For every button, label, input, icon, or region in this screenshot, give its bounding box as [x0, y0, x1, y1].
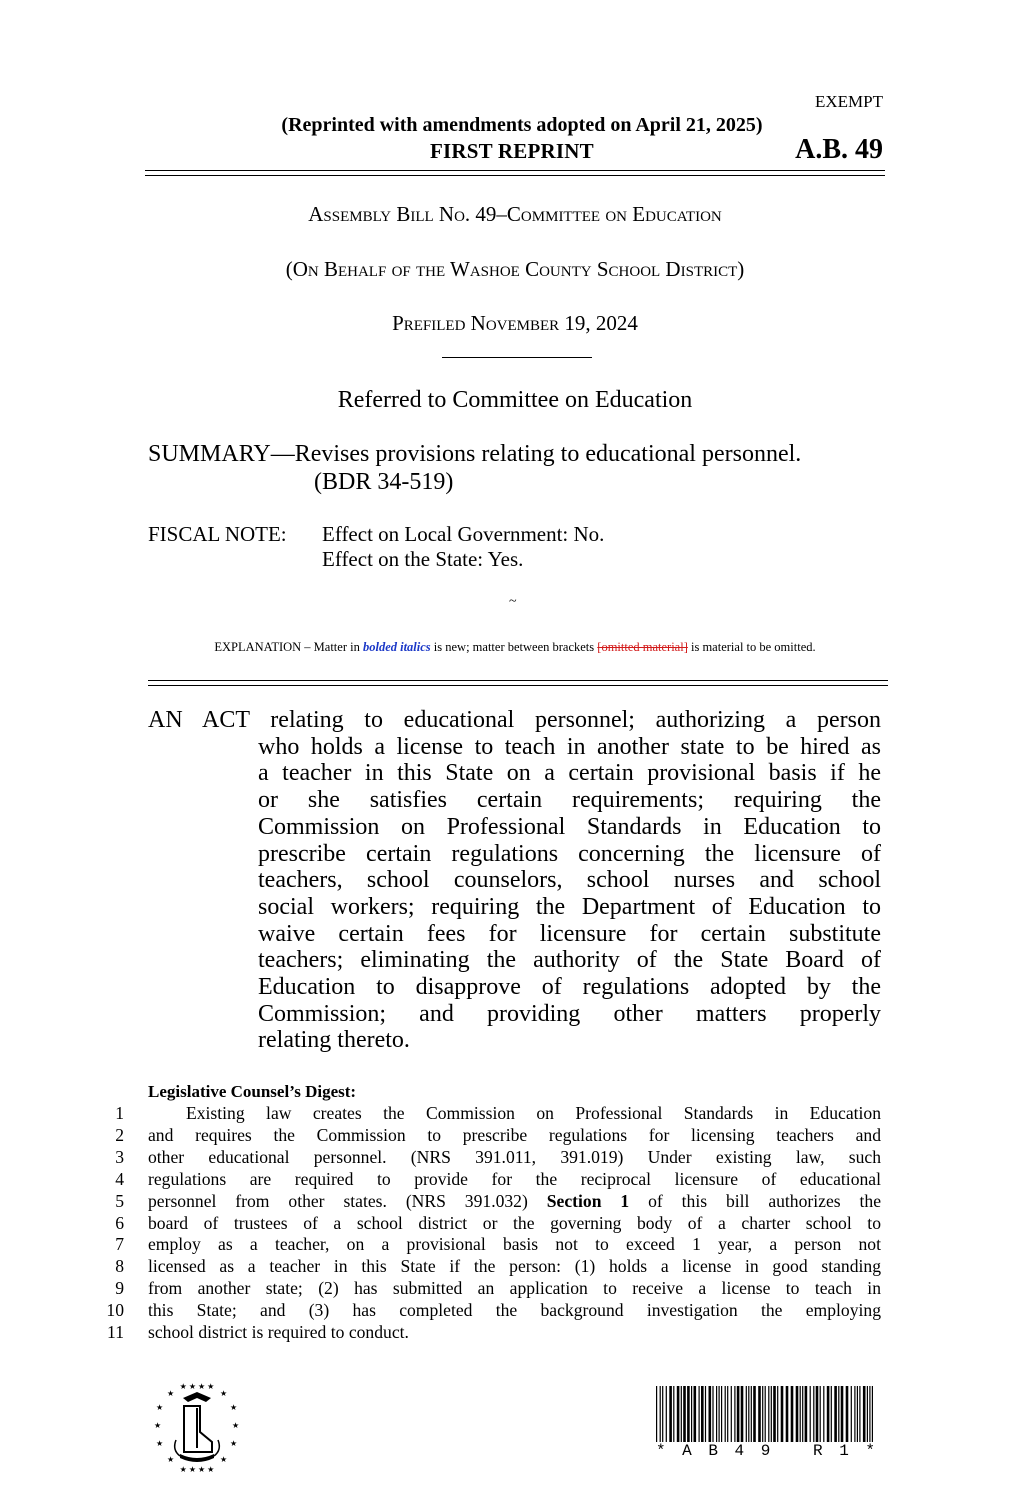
barcode-char: R: [813, 1442, 826, 1460]
explanation-suffix: is material to be omitted.: [687, 640, 816, 654]
explanation-divider: [148, 680, 888, 686]
svg-text:★: ★: [230, 1403, 238, 1412]
fiscal-note: [148, 522, 908, 572]
digest-line: school district is required to conduct.: [148, 1322, 409, 1342]
digest-text: personnel from other states. (NRS 391.032): [148, 1190, 547, 1211]
svg-text:★: ★: [232, 1421, 240, 1430]
barcode-char: *: [656, 1442, 669, 1460]
digest-line: [148, 1191, 881, 1212]
prefiled-date: Prefiled November 19, 2024: [392, 311, 638, 335]
digest-line: from another state; (2) has submitted an application to receive a license to teach in: [148, 1278, 881, 1299]
digest-line: other educational personnel. (NRS 391.011, 391.019) Under existing law, such: [148, 1146, 881, 1167]
act-line: relating thereto.: [258, 1027, 410, 1054]
digest-line: board of trustees of a school district or the governing body of a charter school to: [148, 1212, 881, 1233]
digest-title: Legislative Counsel’s Digest:: [148, 1082, 357, 1101]
digest-line: employ as a teacher, on a provisional basis not to exceed 1 year, a person not: [148, 1234, 881, 1255]
svg-text:★ ★ ★ ★: ★ ★ ★ ★: [179, 1465, 215, 1474]
explanation-bolded: bolded italics: [362, 640, 431, 654]
svg-text:★: ★: [167, 1455, 175, 1464]
svg-text:★: ★: [220, 1455, 228, 1464]
line-number: 8: [115, 1256, 124, 1277]
first-reprint-label: FIRST REPRINT: [430, 139, 594, 163]
line-number: 9: [115, 1278, 124, 1299]
line-number: 6: [115, 1212, 124, 1233]
barcode-char: [787, 1442, 800, 1460]
line-number: 1: [115, 1103, 124, 1123]
line-number: 3: [115, 1146, 124, 1167]
act-line: a teacher in this State on a certain provisional basis if he: [258, 760, 881, 787]
line-number: 2: [115, 1124, 124, 1145]
referral-line: Referred to Committee on Education: [337, 387, 693, 413]
summary-bdr: (BDR 34-519): [314, 469, 454, 495]
digest-line: licensed as a teacher in this State if the person: (1) holds a license in good standing: [148, 1256, 881, 1277]
bill-title: Assembly Bill No. 49–Committee on Education: [308, 202, 722, 226]
digest-line: and requires the Commission to prescribe regulations for licensing teachers and: [148, 1124, 881, 1145]
tilde-mark: ~: [509, 594, 517, 609]
digest-text: of this bill authorizes the: [629, 1190, 882, 1211]
fiscal-note-label: FISCAL NOTE:: [148, 522, 287, 546]
act-line: social workers; requiring the Department of Education to: [258, 893, 881, 920]
line-number: 7: [115, 1234, 124, 1255]
act-line: Commission; and providing other matters properly: [258, 1000, 881, 1027]
act-line: Commission on Professional Standards in Education to: [258, 813, 881, 840]
svg-text:★: ★: [156, 1403, 164, 1412]
line-number: 11: [107, 1322, 124, 1342]
act-line: teachers, school counselors, school nurses and school: [258, 867, 881, 894]
fiscal-local: Effect on Local Government: No.: [322, 522, 605, 546]
line-number: 4: [115, 1168, 124, 1189]
svg-text:★: ★: [230, 1439, 238, 1448]
svg-text:★ ★ ★ ★: ★ ★ ★ ★: [179, 1382, 215, 1391]
header-divider: [145, 170, 885, 176]
act-line: AN ACT relating to educational personnel; authorizing a person: [148, 707, 881, 733]
bill-number: A.B. 49: [795, 134, 883, 165]
barcode-text: [656, 1442, 878, 1460]
digest-line: Existing law creates the Commission on Professional Standards in Education: [186, 1103, 881, 1123]
section-reference: Section 1: [546, 1190, 630, 1211]
svg-text:★: ★: [156, 1439, 164, 1448]
summary-line-1: SUMMARY—Revises provisions relating to educational personnel.: [148, 441, 802, 467]
fiscal-state: Effect on the State: Yes.: [322, 547, 524, 571]
svg-text:★: ★: [220, 1389, 228, 1398]
short-divider: [442, 357, 592, 358]
act-line: who holds a license to teach in another state to be hired as: [258, 733, 881, 760]
act-line: waive certain fees for licensure for certain substitute: [258, 920, 881, 947]
digest-line: regulations are required to provide for the reciprocal licensure of educational: [148, 1168, 881, 1189]
explanation-prefix: EXPLANATION – Matter in: [214, 640, 363, 654]
barcode-char: 1: [839, 1442, 852, 1460]
barcode-icon: [656, 1386, 876, 1442]
exempt-label: EXEMPT: [815, 92, 883, 111]
reprint-note: (Reprinted with amendments adopted on April 21, 2025): [281, 114, 763, 136]
sponsor-line: (On Behalf of the Washoe County School District): [285, 257, 745, 281]
explanation-note: [0, 640, 1024, 655]
svg-text:★: ★: [167, 1389, 175, 1398]
barcode-char: *: [865, 1442, 878, 1460]
act-line: teachers; eliminating the authority of the State Board of: [258, 947, 881, 974]
barcode-char: 9: [760, 1442, 774, 1460]
summary: [148, 440, 908, 496]
act-line: Education to disapprove of regulations adopted by the: [258, 974, 881, 1000]
barcode-char: B: [708, 1442, 721, 1460]
line-number: 5: [115, 1190, 124, 1211]
barcode-char: 4: [734, 1442, 748, 1460]
act-line: prescribe certain regulations concerning the licensure of: [258, 840, 881, 867]
barcode-char: A: [682, 1442, 695, 1460]
explanation-middle: is new; matter between brackets: [430, 640, 598, 654]
nevada-seal-icon: [150, 1380, 244, 1474]
line-number: 10: [106, 1300, 124, 1321]
digest-line: this State; and (3) has completed the background investigation the employing: [148, 1300, 881, 1321]
explanation-omitted: [omitted material]: [597, 640, 688, 654]
svg-text:★: ★: [154, 1421, 162, 1430]
act-line: or she satisfies certain requirements; requiring the: [258, 787, 881, 814]
